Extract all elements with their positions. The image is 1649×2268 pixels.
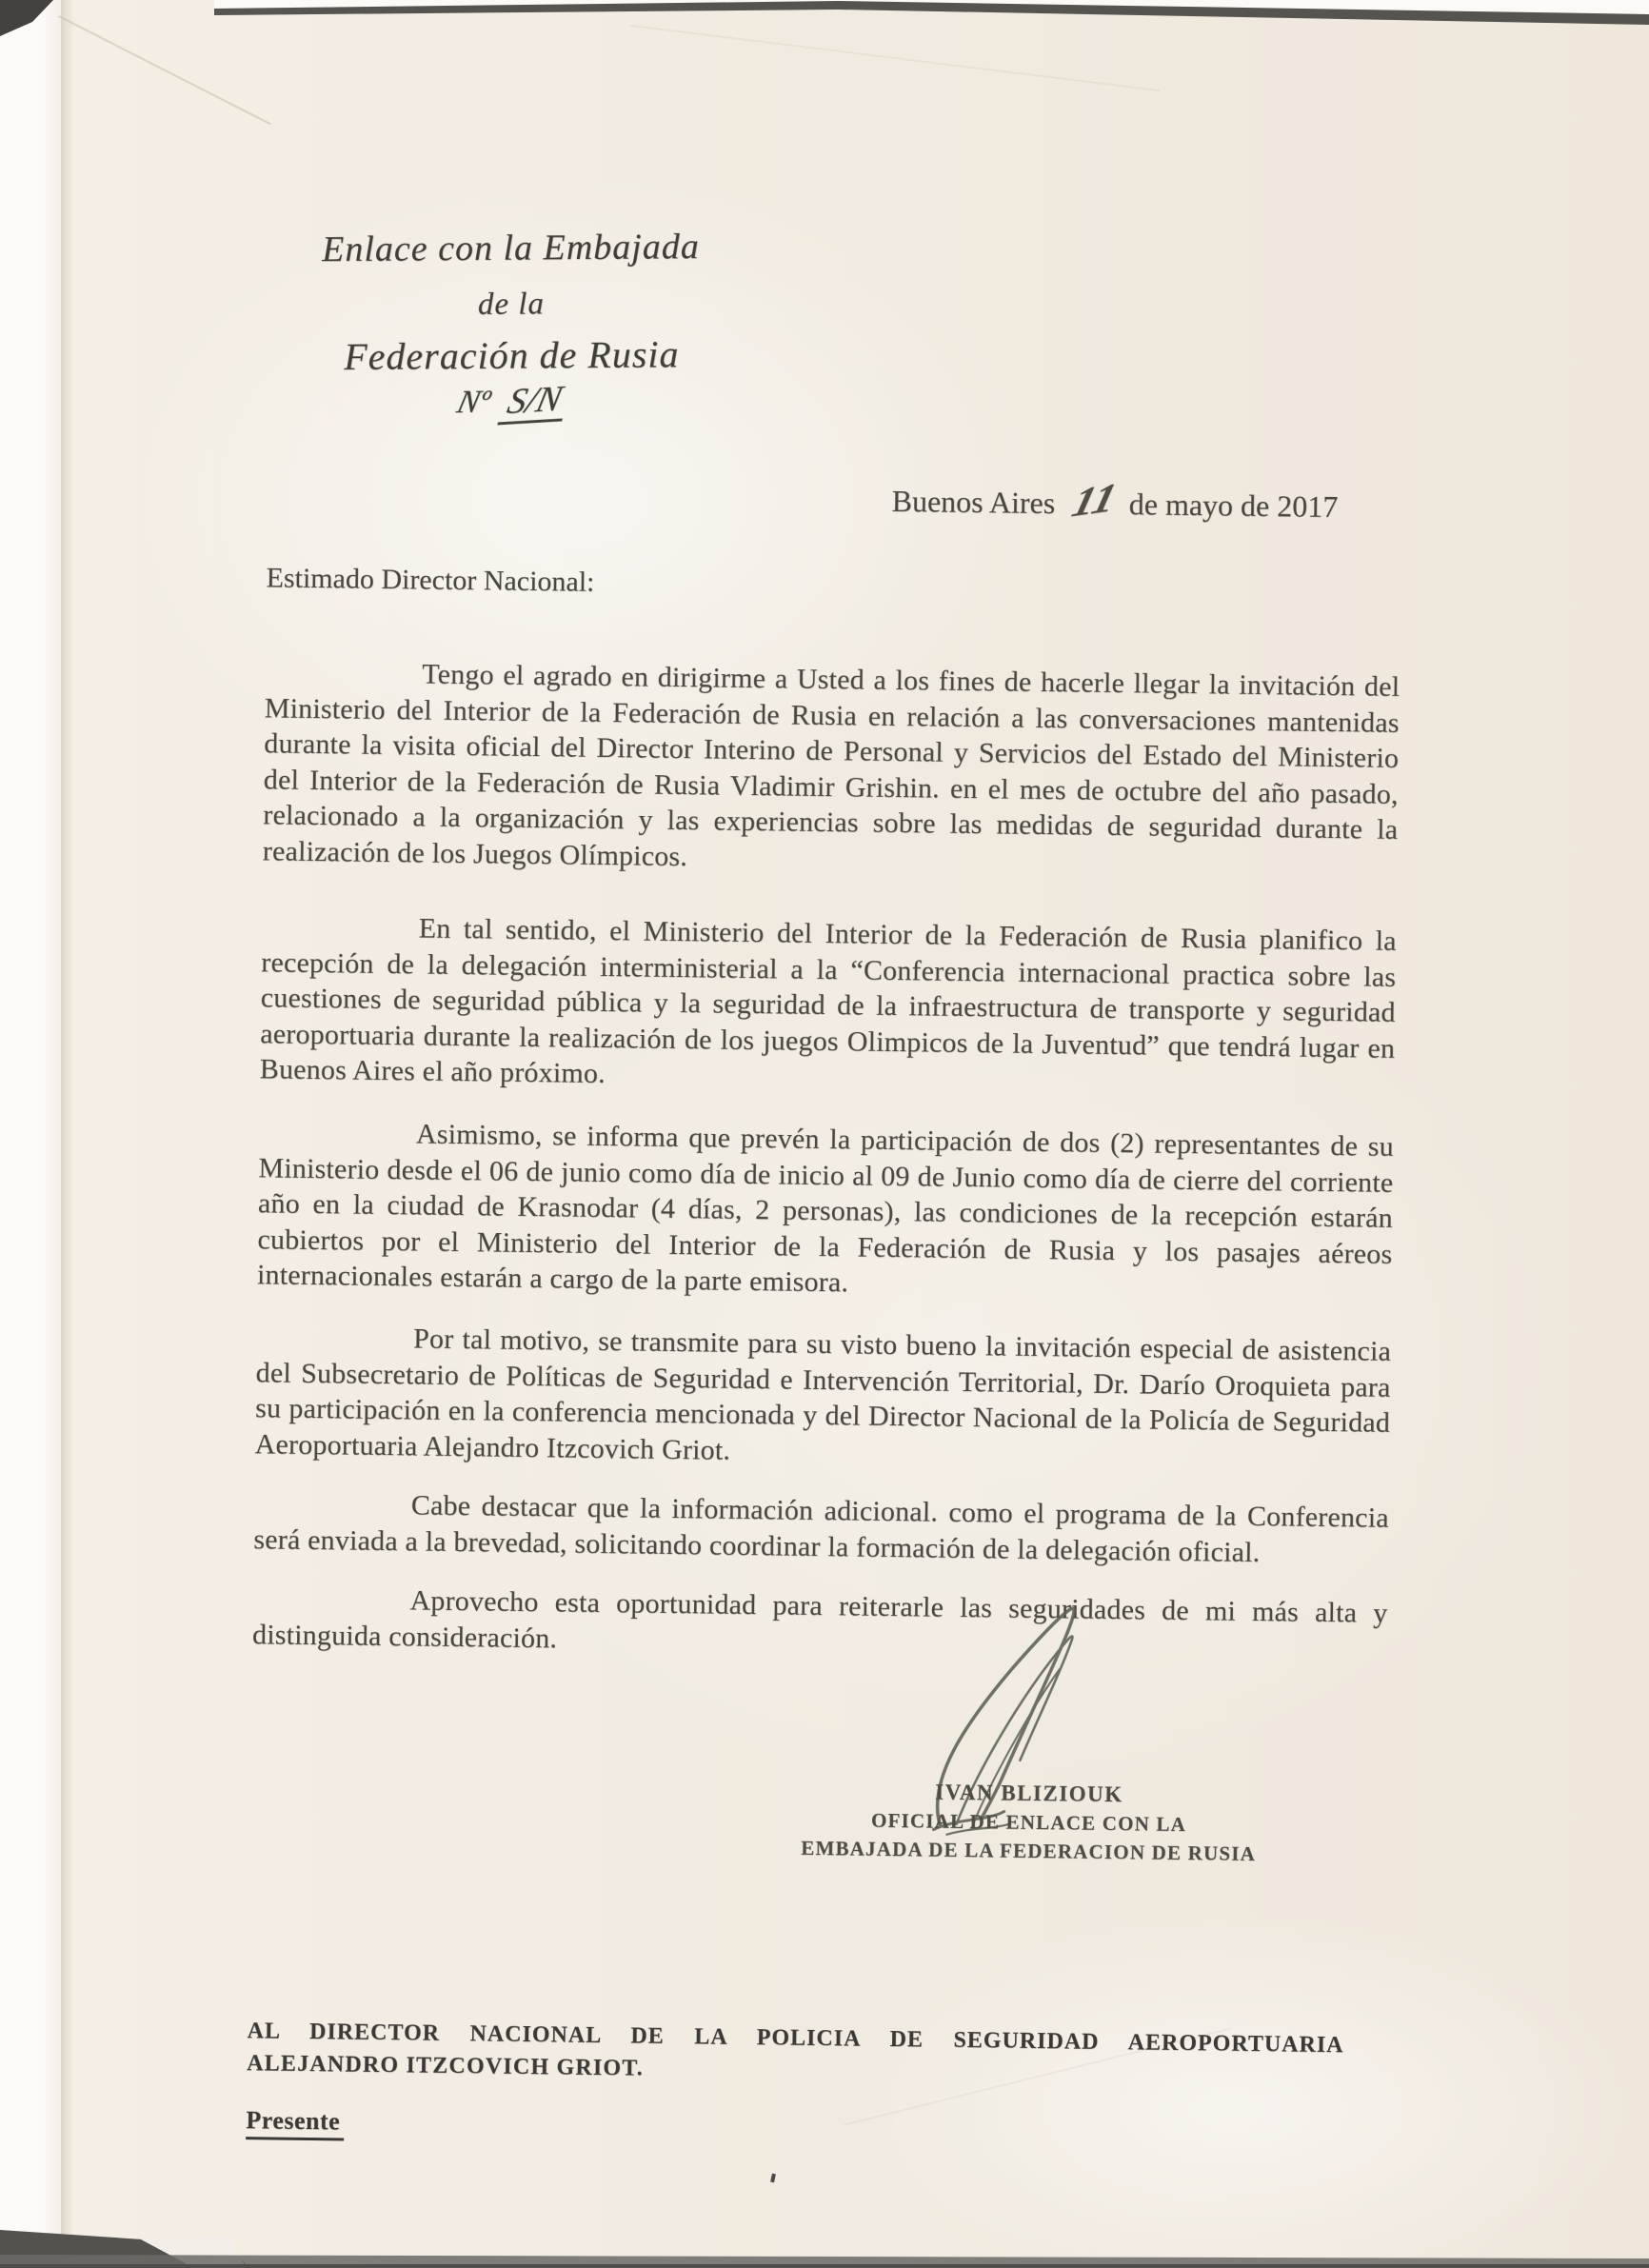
body-paragraph: Aprovecho esta oportunidad para reiterarle las seguridades de mi más alta y distinguida consideración. [251,1584,1388,1654]
body-paragraph: Asimismo, se informa que prevén la participación de dos (2) representantes de su Ministerio desde el 06 de junio como día de inicio al 09 de Junio como día de cierre del corriente año en la ciudad de Krasnodar (4 días, 2 personas), las condiciones de la recepción estarán cubiertos por el Ministerio del Interior de la Federación de Rusia y los pasajes aéreos internacionales estarán a cargo de la parte emisora. [256,1118,1395,1299]
stamp-line-2: de la [477,287,546,322]
handwritten-day: 11 [1066,474,1122,527]
body-paragraph: En tal sentido, el Ministerio del Interior de la Federación de Rusia planifico la recepción de la delegación interministerial a la “Conferencia internacional practica sobre las cuestiones de seguridad pública y la seguridad de la infraestructura de transporte y seguridad aeroportuaria durante la realización de los juegos Olimpicos de la Juventud” que tendrá lugar en Buenos Aires el año próximo. [259,912,1397,1089]
signatory-name: IVAN BLIZIOUK [935,1780,1123,1807]
stamp-line-3: Federación de Rusia [344,332,680,379]
presente-label: Presente [246,2106,344,2140]
signature-block [724,1776,1334,1869]
date-suffix: de mayo de 2017 [1128,487,1339,525]
stamp-number-handwritten-value: S/N [497,379,571,425]
salutation-line: Estimado Director Nacional: [266,562,595,598]
signatory-title-line-1: OFICIAL DE ENLACE CON LA [870,1808,1187,1837]
signatory-title-line-2: EMBAJADA DE LA FEDERACION DE RUSIA [801,1836,1257,1865]
date-line [891,473,1338,527]
addressee-line-2: ALEJANDRO ITZCOVICH GRIOT. [247,2051,645,2081]
stamp-line-1: Enlace con la Embajada [321,227,700,270]
body-paragraph: Tengo el agrado en dirigirme a Usted a los fines de hacerle llegar la invitación del Ministerio del Interior de la Federación de Rusia en relación a las conversaciones mantenidas durante la visita oficial del Director Interino de Personal y Servicios del Estado del Ministerio del Interior de la Federación de Rusia Vladimir Grishin. en el mes de octubre del año pasado, relacionado a la organización y las experiencias sobre las medidas de seguridad durante la realización de los Juegos Olímpicos. [262,658,1401,872]
stamp-number-line [305,380,720,425]
addressee-line-1: AL DIRECTOR NACIONAL DE LA POLICIA DE SEGURIDAD AEROPORTUARIA [247,2019,1344,2059]
date-city: Buenos Aires [891,483,1056,521]
stamp-number-label: Nº [453,384,494,421]
embassy-liaison-stamp [303,226,720,425]
body-paragraph: Por tal motivo, se transmite para su visto bueno la invitación especial de asistencia del Subsecretario de Políticas de Seguridad e Intervención Territorial, Dr. Darío Oroquieta para su participación en la conferencia mencionada y del Director Nacional de la Policía de Seguridad Aeroportuaria Alejandro Itzcovich Griot. [254,1323,1392,1466]
body-paragraph: Cabe destacar que la información adicional. como el programa de la Conferencia será enviada a la brevedad, solicitando coordinar la formación de la delegación oficial. [253,1489,1389,1568]
